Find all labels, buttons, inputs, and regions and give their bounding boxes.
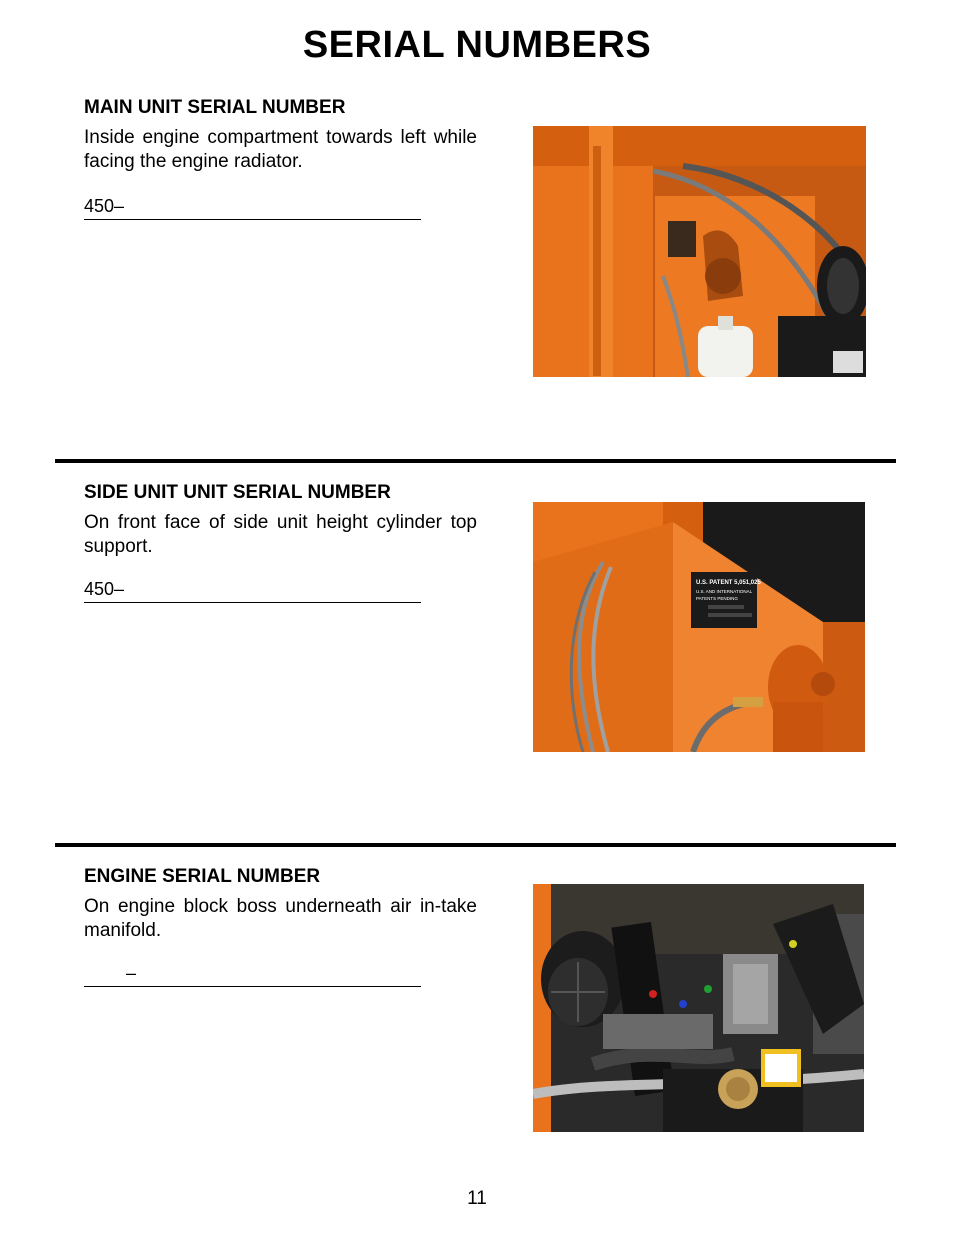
side-unit-section-title: SIDE UNIT UNIT SERIAL NUMBER — [84, 482, 391, 503]
section-divider — [55, 459, 896, 463]
engine-section-description: On engine block boss underneath air in-take manifold. — [84, 896, 477, 941]
side-unit-photo — [533, 502, 865, 752]
section-divider — [55, 843, 896, 847]
engine-section-title: ENGINE SERIAL NUMBER — [84, 866, 321, 887]
main-unit-serial-field[interactable] — [84, 195, 421, 220]
page-title: SERIAL NUMBERS — [302, 24, 652, 66]
engine-serial-prefix: – — [126, 963, 137, 983]
side-unit-section-description: On front face of side unit height cylinder top support. — [84, 512, 477, 557]
engine-serial-field[interactable] — [84, 962, 421, 987]
page-number: 11 — [467, 1188, 487, 1209]
side-unit-serial-prefix: 450– — [84, 579, 125, 599]
engine-photo — [533, 884, 864, 1132]
side-unit-serial-field[interactable] — [84, 578, 421, 603]
main-unit-serial-prefix: 450– — [84, 196, 125, 216]
main-unit-photo — [533, 126, 866, 377]
main-unit-section-title: MAIN UNIT SERIAL NUMBER — [84, 97, 346, 118]
plate-pending-text: PATENTS PENDING — [696, 596, 738, 601]
plate-patent-text: U.S. PATENT 5,051,025 — [696, 580, 761, 586]
main-unit-section-description: Inside engine compartment towards left while facing the engine radiator. — [84, 127, 477, 172]
plate-international-text: U.S. AND INTERNATIONAL — [696, 589, 753, 594]
